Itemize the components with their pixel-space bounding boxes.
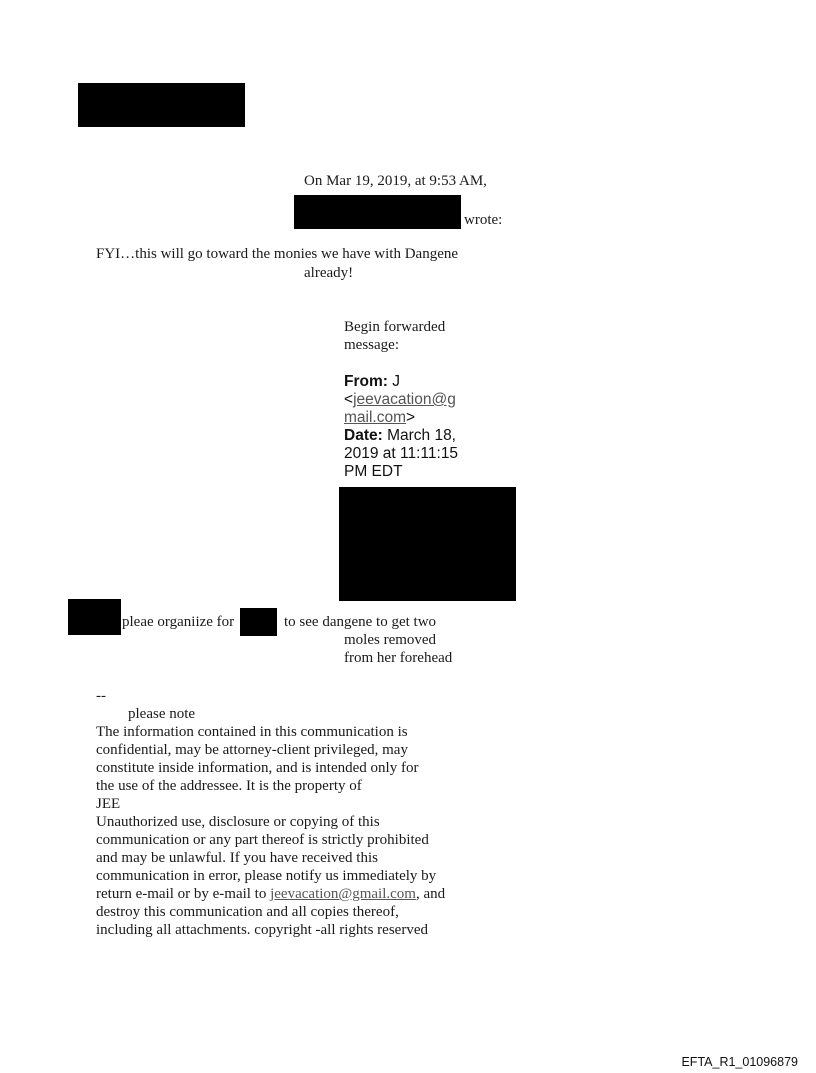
- return-text-post: , and: [415, 886, 446, 902]
- signature-dashes: --: [96, 688, 106, 704]
- disclaimer-line: confidential, may be attorney-client privileged, may: [96, 742, 408, 758]
- fyi-line-1: FYI…this will go toward the monies we have with Dangene: [96, 246, 459, 262]
- disclaimer-line: communication in error, please notify us immediately by: [96, 868, 437, 884]
- disclaimer-block: [96, 723, 445, 939]
- redaction-block-sender: [294, 195, 461, 229]
- body-part-2: to see dangene to get two: [284, 614, 437, 630]
- from-email-line-2: [344, 409, 458, 427]
- from-email-link-part-1[interactable]: jeevacation@g: [353, 391, 456, 408]
- redaction-block-headers: [339, 487, 516, 601]
- body-line-2: moles removed: [344, 632, 437, 648]
- date-line-1: [344, 427, 458, 445]
- body-part-1: pleae organiize for: [122, 614, 235, 630]
- from-email-close: >: [406, 409, 416, 426]
- document-id: EFTA_R1_01096879: [681, 1055, 798, 1069]
- redaction-block-recipient-2: [240, 608, 277, 636]
- quote-wrote-label: wrote:: [464, 212, 503, 228]
- date-line-2: 2019 at 11:11:15: [344, 445, 459, 462]
- disclaimer-line: destroy this communication and all copies thereof,: [96, 904, 399, 920]
- disclaimer-line: Unauthorized use, disclosure or copying of this: [96, 814, 380, 830]
- from-email-line-1: [344, 391, 458, 409]
- date-value-1: March 18,: [382, 427, 456, 444]
- disclaimer-line: constitute inside information, and is intended only for: [96, 760, 419, 776]
- date-label: Date:: [344, 427, 383, 444]
- from-name: J: [387, 373, 400, 390]
- disclaimer-line: The information contained in this communication is: [96, 724, 408, 740]
- disclaimer-return-line: [96, 885, 445, 903]
- disclaimer-line: the use of the addressee. It is the property of: [96, 778, 362, 794]
- disclaimer-line: JEE: [96, 796, 121, 812]
- body-line-3: from her forehead: [344, 650, 453, 666]
- disclaimer-email-link[interactable]: jeevacation@gmail.com: [270, 886, 416, 902]
- redaction-block-recipient-1: [68, 599, 121, 635]
- disclaimer-line: including all attachments. copyright -all rights reserved: [96, 922, 428, 938]
- redaction-block-top: [78, 83, 245, 127]
- from-label: From:: [344, 373, 388, 390]
- date-line-3: PM EDT: [344, 463, 403, 480]
- disclaimer-line: communication or any part thereof is strictly prohibited: [96, 832, 429, 848]
- forwarded-intro-line-2: message:: [344, 337, 399, 353]
- forwarded-intro: [344, 318, 445, 354]
- signature-note: please note: [128, 706, 196, 722]
- from-line: [344, 373, 458, 391]
- fyi-line-2: already!: [304, 265, 354, 281]
- disclaimer-line: and may be unlawful. If you have received this: [96, 850, 378, 866]
- return-text-pre: return e-mail or by e-mail to: [96, 886, 271, 902]
- forwarded-intro-line-1: Begin forwarded: [344, 319, 446, 335]
- from-email-open: <: [344, 391, 354, 408]
- quote-date-line: On Mar 19, 2019, at 9:53 AM,: [304, 173, 487, 189]
- from-email-link-part-2[interactable]: mail.com: [344, 409, 407, 426]
- forwarded-headers: [344, 373, 458, 481]
